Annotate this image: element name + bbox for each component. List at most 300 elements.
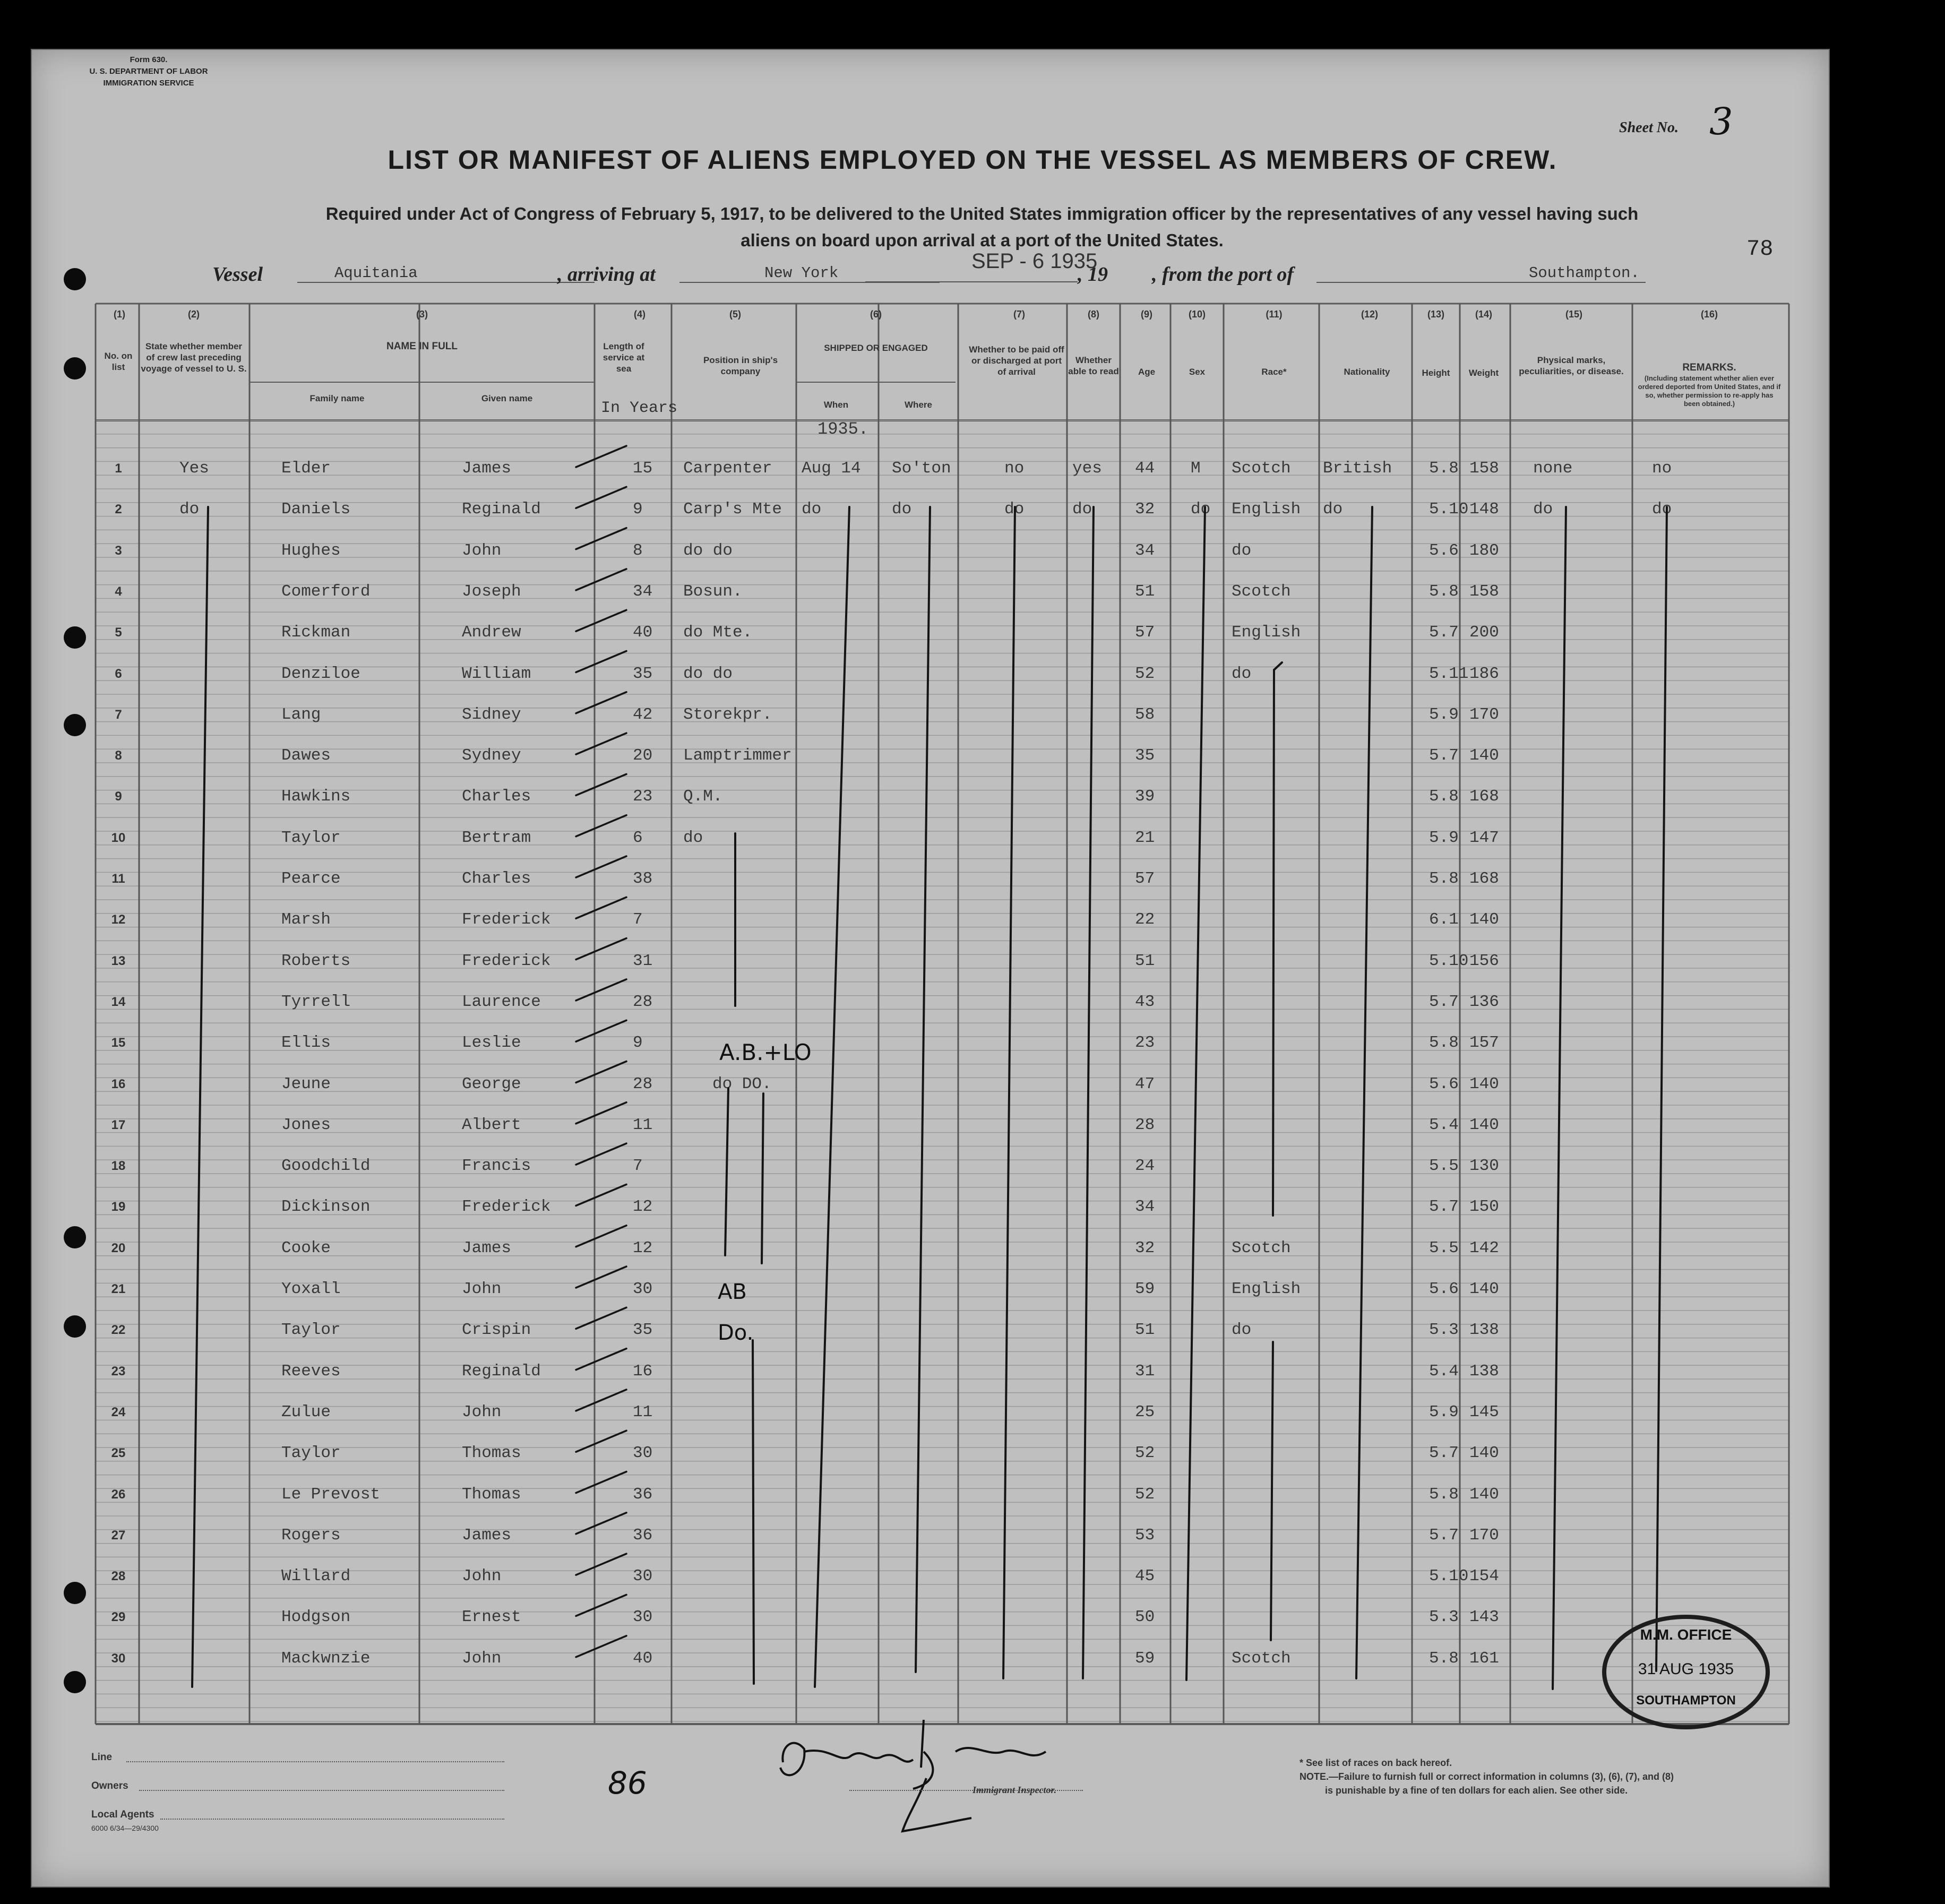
cell-height: 5.7 xyxy=(1429,746,1459,765)
cell-shipped-when: do xyxy=(802,500,822,519)
cell-age: 47 xyxy=(1135,1074,1155,1093)
cell-age: 32 xyxy=(1135,1238,1155,1257)
cell-service-years: 12 xyxy=(633,1197,653,1217)
col-num-6: (6) xyxy=(870,309,882,320)
fine-note: NOTE.—Failure to furnish full or correct information in columns (3), (6), (7), and (8) xyxy=(1299,1771,1674,1782)
cell-family-name: Yoxall xyxy=(281,1280,341,1298)
stamp-bottom: SOUTHAMPTON xyxy=(1636,1693,1736,1708)
cell-family-name: Ellis xyxy=(281,1033,331,1053)
cell-weight: 145 xyxy=(1469,1402,1499,1421)
cell-weight: 154 xyxy=(1469,1567,1499,1586)
row-number: 6 xyxy=(115,666,122,681)
col-header-remarks: REMARKS. xyxy=(1682,362,1736,373)
col-num-4: (4) xyxy=(634,309,646,320)
row-number: 17 xyxy=(111,1117,126,1132)
cell-given-name: Reginald xyxy=(462,500,541,519)
cell-age: 58 xyxy=(1135,705,1155,724)
cell-family-name: Comerford xyxy=(281,582,371,601)
cell-service-years: 30 xyxy=(633,1567,653,1586)
col-header-height: Height xyxy=(1422,368,1450,378)
cell-given-name: Sidney xyxy=(462,705,521,724)
col-header-when: When xyxy=(823,400,849,410)
cell-family-name: Zulue xyxy=(281,1402,331,1421)
cell-age: 59 xyxy=(1135,1649,1155,1668)
row-number: 25 xyxy=(111,1446,126,1461)
cell-sex: do xyxy=(1191,500,1211,519)
cell-given-name: Reginald xyxy=(462,1362,541,1381)
col-header-where: Where xyxy=(905,400,932,410)
subtitle-line-2: aliens on board upon arrival at a port of the United States. xyxy=(741,230,1224,250)
cell-position: Storekpr. xyxy=(683,705,772,724)
cell-weight: 140 xyxy=(1469,1074,1499,1093)
cell-height: 5.8 xyxy=(1429,459,1459,478)
row-number: 8 xyxy=(115,748,122,763)
cell-given-name: Sydney xyxy=(462,746,521,765)
year-annotation: 1935. xyxy=(817,419,869,439)
col-num-13: (13) xyxy=(1427,309,1444,320)
cell-service-years: 42 xyxy=(633,705,653,724)
cell-height: 5.7 xyxy=(1429,623,1459,642)
cell-weight: 140 xyxy=(1469,1280,1499,1298)
cell-service-years: 16 xyxy=(633,1362,653,1381)
cell-remarks: no xyxy=(1652,459,1672,478)
col-header-name: NAME IN FULL xyxy=(386,341,458,352)
cell-age: 52 xyxy=(1135,1485,1155,1504)
cell-service-years: 12 xyxy=(633,1238,653,1257)
cell-position: do xyxy=(683,828,703,847)
col-num-10: (10) xyxy=(1188,309,1206,320)
col-num-5: (5) xyxy=(729,309,741,320)
col-header-sex: Sex xyxy=(1189,367,1206,377)
row-number: 5 xyxy=(115,625,122,640)
ditto-line-where xyxy=(916,507,930,1672)
service: IMMIGRATION SERVICE xyxy=(103,79,194,88)
cell-age: 51 xyxy=(1135,951,1155,970)
cell-height: 5.8 xyxy=(1429,1033,1459,1053)
cell-given-name: Leslie xyxy=(462,1033,521,1053)
col-header-physical-marks: Physical marks, peculiarities, or disease. xyxy=(1519,355,1624,376)
owners-label: Owners xyxy=(91,1780,128,1791)
cell-given-name: Albert xyxy=(462,1115,521,1134)
cell-given-name: John xyxy=(462,541,502,560)
sheet-no-value: 3 xyxy=(1709,100,1733,143)
cell-service-years: 31 xyxy=(633,951,653,970)
cell-height: 5.5 xyxy=(1429,1238,1459,1257)
cell-height: 5.10 xyxy=(1429,951,1469,970)
cell-position: do Mte. xyxy=(683,623,753,642)
col-num-8: (8) xyxy=(1088,309,1099,320)
col-num-11: (11) xyxy=(1266,309,1283,320)
cell-service-years: 20 xyxy=(633,746,653,765)
cell-weight: 147 xyxy=(1469,828,1499,847)
cell-race: do xyxy=(1232,1321,1252,1340)
inspector-label: Immigrant Inspector. xyxy=(972,1785,1057,1795)
col-header-service-unit: In Years xyxy=(601,399,678,417)
print-code: 6000 6/34—29/4300 xyxy=(91,1824,159,1832)
cell-shipped-where: do xyxy=(892,500,912,519)
agents-field xyxy=(160,1819,504,1820)
cell-service-years: 7 xyxy=(633,910,643,929)
row-number: 22 xyxy=(111,1323,126,1338)
ditto-line-position-b xyxy=(725,1088,728,1255)
ditto-line-position-d xyxy=(753,1340,754,1684)
cell-height: 5.6 xyxy=(1429,1280,1459,1298)
cell-age: 52 xyxy=(1135,1444,1155,1463)
vessel-label: Vessel xyxy=(212,263,263,286)
cell-weight: 180 xyxy=(1469,541,1499,560)
cell-service-years: 28 xyxy=(633,992,653,1011)
ditto-line-remarks xyxy=(1656,507,1667,1671)
cell-weight: 200 xyxy=(1469,623,1499,642)
row-number: 2 xyxy=(115,502,122,517)
mm-office-stamp xyxy=(1602,1615,1770,1729)
row-number: 12 xyxy=(111,912,126,927)
cell-given-name: Andrew xyxy=(462,623,521,642)
cell-weight: 140 xyxy=(1469,1115,1499,1134)
cell-paid-off: do xyxy=(1004,500,1025,519)
cell-age: 59 xyxy=(1135,1280,1155,1298)
date-stamp: SEP - 6 1935 xyxy=(971,249,1098,273)
cell-family-name: Jones xyxy=(281,1115,331,1134)
cell-service-years: 23 xyxy=(633,787,653,806)
cell-age: 22 xyxy=(1135,910,1155,929)
cell-position: Q.M. xyxy=(683,787,723,806)
col-header-read: Whether able to read xyxy=(1068,355,1119,376)
cell-family-name: Tyrrell xyxy=(281,992,351,1011)
row-number: 9 xyxy=(115,789,122,804)
cell-age: 51 xyxy=(1135,1321,1155,1340)
col-header-race: Race* xyxy=(1261,367,1287,377)
cell-race: do xyxy=(1232,541,1252,560)
cell-prev-voyage: Yes xyxy=(179,459,209,478)
cell-weight: 130 xyxy=(1469,1157,1499,1176)
vessel-name: Aquitania xyxy=(297,264,595,283)
cell-age: 28 xyxy=(1135,1115,1155,1134)
cell-service-years: 38 xyxy=(633,869,653,888)
cell-weight: 138 xyxy=(1469,1321,1499,1340)
col-header-service: Length of service at sea xyxy=(603,341,645,374)
cell-given-name: Laurence xyxy=(462,992,541,1011)
cell-service-years: 30 xyxy=(633,1280,653,1298)
department: U. S. DEPARTMENT OF LABOR xyxy=(89,67,208,76)
row-number: 21 xyxy=(111,1282,126,1296)
cell-given-name: Frederick xyxy=(462,910,551,929)
cell-service-years: 35 xyxy=(633,664,653,683)
cell-height: 5.8 xyxy=(1429,1649,1459,1668)
row-number: 24 xyxy=(111,1405,126,1419)
col-header-paid-off: Whether to be paid off or discharged at port of arrival xyxy=(969,344,1064,377)
cell-weight: 148 xyxy=(1469,500,1499,519)
cell-nationality: British xyxy=(1323,459,1392,478)
cell-service-years: 6 xyxy=(633,828,643,847)
cell-age: 31 xyxy=(1135,1362,1155,1381)
cell-family-name: Roberts xyxy=(281,951,351,970)
cell-service-years: 11 xyxy=(633,1115,653,1134)
cell-family-name: Hughes xyxy=(281,541,341,560)
cell-age: 50 xyxy=(1135,1608,1155,1627)
cell-weight: 136 xyxy=(1469,992,1499,1011)
col-num-3: (3) xyxy=(416,309,428,320)
cell-remarks: do xyxy=(1652,500,1672,519)
cell-height: 5.8 xyxy=(1429,1485,1459,1504)
cell-able-to-read: yes xyxy=(1072,459,1102,478)
col-header-weight: Weight xyxy=(1468,368,1499,378)
cell-race: Scotch xyxy=(1232,1238,1291,1257)
col-num-12: (12) xyxy=(1361,309,1378,320)
cell-height: 5.7 xyxy=(1429,1444,1459,1463)
cell-height: 5.9 xyxy=(1429,705,1459,724)
cell-weight: 186 xyxy=(1469,664,1499,683)
cell-height: 5.8 xyxy=(1429,869,1459,888)
row-number: 20 xyxy=(111,1240,126,1255)
cell-age: 24 xyxy=(1135,1157,1155,1176)
cell-race: Scotch xyxy=(1232,1649,1291,1668)
ditto-line-paid xyxy=(1003,507,1015,1678)
cell-service-years: 40 xyxy=(633,623,653,642)
cell-family-name: Cooke xyxy=(281,1238,331,1257)
col-num-9: (9) xyxy=(1141,309,1152,320)
cell-weight: 140 xyxy=(1469,910,1499,929)
from-port-label: , from the port of xyxy=(1152,263,1294,286)
cell-family-name: Taylor xyxy=(281,1444,341,1463)
row-number: 27 xyxy=(111,1528,126,1543)
cell-height: 5.7 xyxy=(1429,1526,1459,1545)
cell-age: 39 xyxy=(1135,787,1155,806)
cell-height: 5.8 xyxy=(1429,582,1459,601)
cell-height: 5.3 xyxy=(1429,1321,1459,1340)
cell-height: 5.7 xyxy=(1429,1197,1459,1217)
cell-family-name: Taylor xyxy=(281,1321,341,1340)
stamp-top: M.M. OFFICE xyxy=(1640,1626,1732,1643)
arriving-label: , arriving at xyxy=(557,263,656,286)
row-number: 18 xyxy=(111,1159,126,1174)
col-header-no: No. on list xyxy=(104,351,133,372)
cell-family-name: Denziloe xyxy=(281,664,360,683)
cell-given-name: John xyxy=(462,1402,502,1421)
cell-position: Lamptrimmer xyxy=(683,746,792,765)
cell-physical-marks: do xyxy=(1533,500,1553,519)
ditto-line-when xyxy=(815,507,849,1687)
row-number: 1 xyxy=(115,461,122,476)
cell-age: 44 xyxy=(1135,459,1155,478)
cell-service-years: 28 xyxy=(633,1074,653,1093)
cell-family-name: Mackwnzie xyxy=(281,1649,371,1668)
arrival-port: New York xyxy=(679,264,940,283)
cell-family-name: Hodgson xyxy=(281,1608,351,1627)
cell-weight: 156 xyxy=(1469,951,1499,970)
cell-age: 35 xyxy=(1135,746,1155,765)
cell-prev-voyage: do xyxy=(179,500,200,519)
cell-weight: 168 xyxy=(1469,869,1499,888)
cell-service-years: 8 xyxy=(633,541,643,560)
ditto-line-col2 xyxy=(192,507,208,1687)
cell-position: AB xyxy=(718,1280,747,1304)
ditto-line-read xyxy=(1083,507,1094,1678)
col-num-1: (1) xyxy=(114,309,125,320)
row-number: 26 xyxy=(111,1487,126,1502)
cell-service-years: 7 xyxy=(633,1157,643,1176)
cell-height: 5.4 xyxy=(1429,1115,1459,1134)
departure-port: Southampton. xyxy=(1316,264,1646,283)
cell-family-name: Jeune xyxy=(281,1074,331,1093)
cell-service-years: 15 xyxy=(633,459,653,478)
col-header-family: Family name xyxy=(309,393,365,403)
hand-ab-lo: A.B.+LO xyxy=(719,1039,812,1065)
cell-position: Carp's Mte xyxy=(683,500,782,519)
row-number: 14 xyxy=(111,994,126,1009)
cell-family-name: Daniels xyxy=(281,500,351,519)
cell-age: 53 xyxy=(1135,1526,1155,1545)
col-header-nationality: Nationality xyxy=(1344,367,1390,377)
cell-race: English xyxy=(1232,500,1301,519)
col-header-shipped: SHIPPED OR ENGAGED xyxy=(824,343,928,353)
ditto-line-nationality xyxy=(1356,507,1372,1678)
cell-family-name: Hawkins xyxy=(281,787,351,806)
cell-age: 57 xyxy=(1135,623,1155,642)
cell-position: do do xyxy=(683,664,733,683)
cell-age: 52 xyxy=(1135,664,1155,683)
cell-service-years: 40 xyxy=(633,1649,653,1668)
cell-age: 34 xyxy=(1135,1197,1155,1217)
stamp-date: 31 AUG 1935 xyxy=(1638,1660,1734,1678)
cell-age: 43 xyxy=(1135,992,1155,1011)
cell-age: 21 xyxy=(1135,828,1155,847)
cell-family-name: Pearce xyxy=(281,869,341,888)
cell-height: 5.9 xyxy=(1429,1402,1459,1421)
cell-family-name: Rickman xyxy=(281,623,351,642)
cell-weight: 168 xyxy=(1469,787,1499,806)
cell-weight: 161 xyxy=(1469,1649,1499,1668)
cell-age: 34 xyxy=(1135,541,1155,560)
cell-service-years: 36 xyxy=(633,1526,653,1545)
cell-race: English xyxy=(1232,1280,1301,1298)
year-label: , 19 xyxy=(1078,263,1108,286)
cell-service-years: 30 xyxy=(633,1608,653,1627)
cell-position: Bosun. xyxy=(683,582,743,601)
cell-race: Scotch xyxy=(1232,582,1291,601)
owners-field xyxy=(139,1790,504,1791)
cell-height: 5.9 xyxy=(1429,828,1459,847)
cell-family-name: Elder xyxy=(281,459,331,478)
cell-height: 5.10 xyxy=(1429,500,1469,519)
handwritten-number: 86 xyxy=(608,1765,647,1801)
col-header-prev-voyage: State whether member of crew last preceding voyage of vessel to U. S. xyxy=(141,341,247,374)
fine-note-cont: is punishable by a fine of ten dollars for each alien. See other side. xyxy=(1325,1785,1628,1796)
line-field xyxy=(126,1761,504,1762)
cell-given-name: Joseph xyxy=(462,582,521,601)
row-number: 13 xyxy=(111,953,126,968)
row-number: 10 xyxy=(111,830,126,845)
cell-weight: 150 xyxy=(1469,1197,1499,1217)
cell-given-name: Crispin xyxy=(462,1321,531,1340)
form-number: Form 630. xyxy=(130,55,168,64)
cell-height: 5.5 xyxy=(1429,1157,1459,1176)
cell-given-name: James xyxy=(462,459,512,478)
cell-given-name: Francis xyxy=(462,1157,531,1176)
cell-height: 5.7 xyxy=(1429,992,1459,1011)
cell-height: 5.8 xyxy=(1429,787,1459,806)
row-number: 11 xyxy=(111,872,125,886)
cell-given-name: Ernest xyxy=(462,1608,521,1627)
cell-position: Carpenter xyxy=(683,459,772,478)
row-number: 19 xyxy=(111,1200,126,1214)
cell-given-name: John xyxy=(462,1567,502,1586)
cell-height: 5.10 xyxy=(1429,1567,1469,1586)
col-num-2: (2) xyxy=(188,309,200,320)
cell-paid-off: no xyxy=(1004,459,1025,478)
ditto-line-sex xyxy=(1186,507,1205,1680)
cell-weight: 138 xyxy=(1469,1362,1499,1381)
col-num-15: (15) xyxy=(1565,309,1582,320)
cell-service-years: 35 xyxy=(633,1321,653,1340)
cell-given-name: William xyxy=(462,664,531,683)
cell-weight: 140 xyxy=(1469,746,1499,765)
cell-height: 5.6 xyxy=(1429,541,1459,560)
col-header-given: Given name xyxy=(481,393,533,403)
ditto-line-race-a xyxy=(1273,670,1274,1216)
cell-able-to-read: do xyxy=(1072,500,1092,519)
cell-weight: 157 xyxy=(1469,1033,1499,1053)
cell-height: 5.6 xyxy=(1429,1074,1459,1093)
cell-given-name: Charles xyxy=(462,787,531,806)
col-header-age: Age xyxy=(1138,367,1156,377)
row-number: 3 xyxy=(115,543,122,558)
cell-nationality: do xyxy=(1323,500,1343,519)
cell-weight: 140 xyxy=(1469,1485,1499,1504)
cell-physical-marks: none xyxy=(1533,459,1573,478)
cell-weight: 140 xyxy=(1469,1444,1499,1463)
cell-race: do xyxy=(1232,664,1252,683)
cell-weight: 143 xyxy=(1469,1608,1499,1627)
col-header-remarks-note: (Including statement whether alien ever ordered deported from United States, and if so, whether permission to re-apply has been obtained.) xyxy=(1638,374,1781,408)
col-num-14: (14) xyxy=(1475,309,1492,320)
cell-given-name: Bertram xyxy=(462,828,531,847)
cell-age: 32 xyxy=(1135,500,1155,519)
cell-position: do DO. xyxy=(712,1074,772,1093)
cell-family-name: Willard xyxy=(281,1567,351,1586)
agents-label: Local Agents xyxy=(91,1809,154,1820)
cell-age: 51 xyxy=(1135,582,1155,601)
cell-position: Do. xyxy=(718,1321,754,1346)
cell-given-name: Thomas xyxy=(462,1485,521,1504)
cell-weight: 170 xyxy=(1469,1526,1499,1545)
cell-service-years: 9 xyxy=(633,500,643,519)
cell-shipped-where: So'ton xyxy=(892,459,951,478)
cell-family-name: Dickinson xyxy=(281,1197,371,1217)
cell-height: 5.11 xyxy=(1429,664,1469,683)
cell-given-name: John xyxy=(462,1280,502,1298)
cell-family-name: Taylor xyxy=(281,828,341,847)
cell-family-name: Goodchild xyxy=(281,1157,371,1176)
cell-given-name: Frederick xyxy=(462,951,551,970)
row-number: 23 xyxy=(111,1364,126,1379)
ditto-line-marks xyxy=(1553,507,1566,1689)
cell-height: 6.1 xyxy=(1429,910,1459,929)
cell-weight: 158 xyxy=(1469,582,1499,601)
row-number: 30 xyxy=(111,1651,126,1666)
cell-family-name: Marsh xyxy=(281,910,331,929)
cell-given-name: George xyxy=(462,1074,521,1093)
cell-weight: 158 xyxy=(1469,459,1499,478)
cell-shipped-when: Aug 14 xyxy=(802,459,861,478)
subtitle-line-1: Required under Act of Congress of February 5, 1917, to be delivered to the United States immigration officer by the representatives of any vessel having such xyxy=(325,204,1639,223)
cell-family-name: Lang xyxy=(281,705,321,724)
line-label: Line xyxy=(91,1752,113,1763)
cell-service-years: 30 xyxy=(633,1444,653,1463)
cell-given-name: Thomas xyxy=(462,1444,521,1463)
page-number: 78 xyxy=(1746,236,1774,262)
cell-sex: M xyxy=(1191,459,1201,478)
